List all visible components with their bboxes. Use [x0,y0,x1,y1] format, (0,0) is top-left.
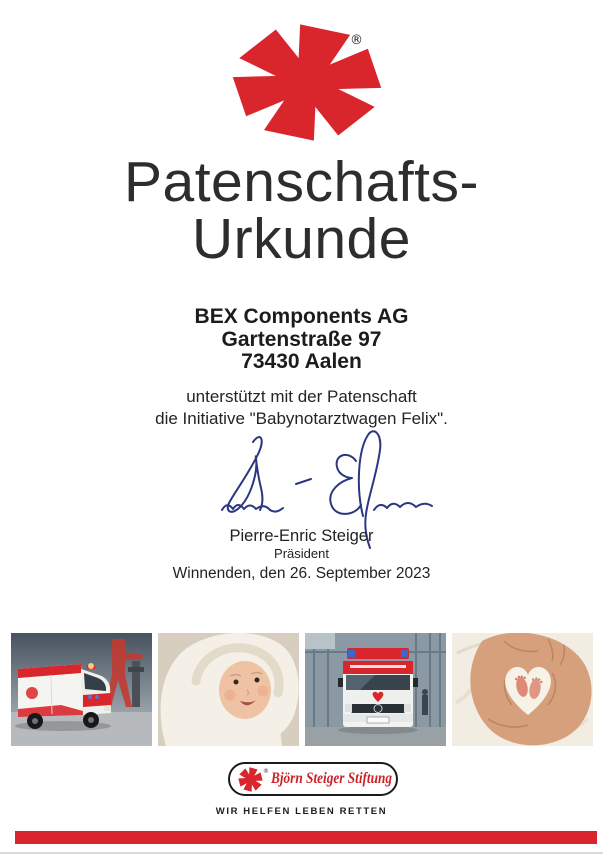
photo-baby [158,633,299,746]
title-line-1: Patenschafts- [123,150,479,214]
statement-line-2: die Initiative "Babynotarztwagen Felix". [155,408,448,428]
recipient-street: Gartenstraße 97 [221,327,382,351]
foundation-slogan: WIR HELFEN LEBEN RETTEN [215,806,388,817]
signer-role: Präsident [274,546,329,561]
foundation-registered-mark: ® [263,768,269,775]
photo-baby-image [158,633,299,746]
statement-block [0,386,603,429]
title-line-2: Urkunde [192,207,411,271]
footer-red-bar [15,831,597,844]
foundation-star-icon [238,767,263,792]
foundation-logo [228,762,398,796]
photo-ambulance-front [305,633,446,746]
photo-strip [11,633,593,746]
statement-line-1: unterstützt mit der Patenschaft [186,387,417,406]
recipient-block [0,306,603,374]
signer-name: Pierre-Enric Steiger [229,527,374,545]
recipient-name: BEX Components AG [194,305,409,328]
page-bottom-edge [0,852,603,854]
photo-ambulance-side [11,633,152,746]
page-title [0,150,603,271]
recipient-city: 73430 Aalen [241,350,362,373]
foundation-name: Björn Steiger Stiftung [271,770,393,787]
place-and-date: Winnenden, den 26. September 2023 [172,565,431,582]
photo-hands-heart-image [452,633,593,746]
photo-hands-heart [452,633,593,746]
registered-mark: ® [350,33,363,48]
photo-ambulance-front-image [305,633,446,746]
photo-ambulance-side-image [11,633,152,746]
